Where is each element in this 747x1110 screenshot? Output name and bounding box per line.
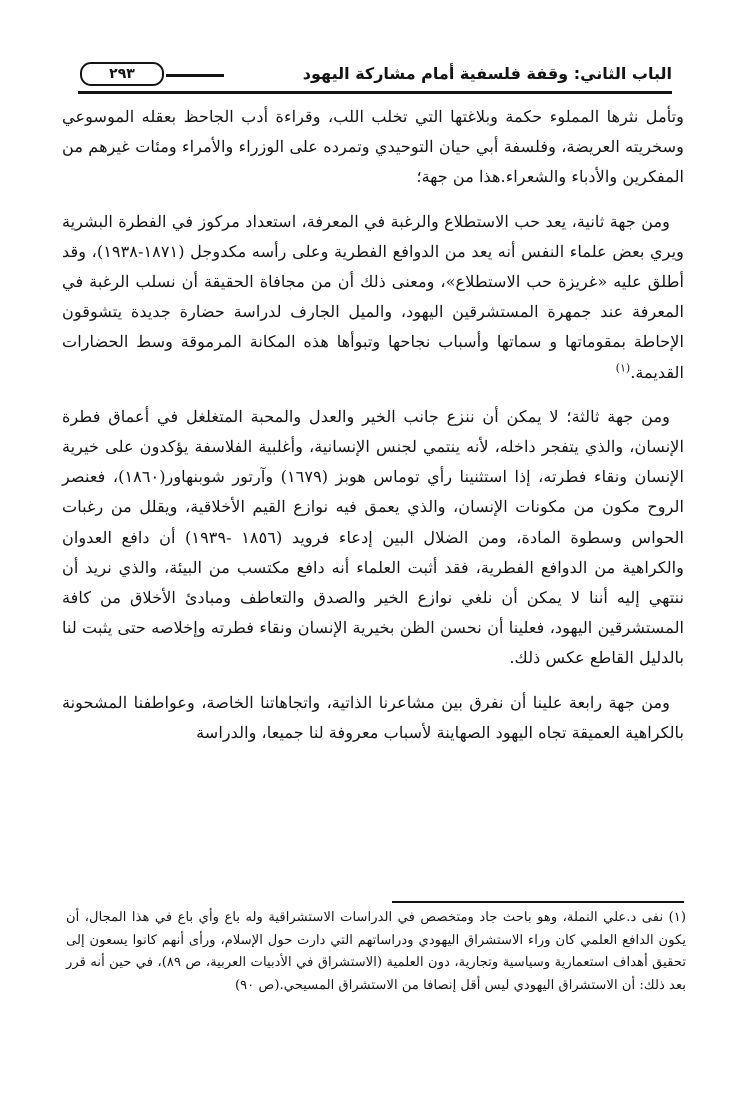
- running-header: [78, 60, 672, 94]
- paragraph-2: [62, 207, 684, 388]
- chapter-title: الباب الثاني: وقفة فلسفية أمام مشاركة اليهود: [302, 64, 672, 83]
- header-rule: [78, 91, 672, 94]
- footnote-reference: (١): [615, 361, 631, 375]
- footnotes: [66, 907, 686, 997]
- page-number: ٢٩٣: [80, 62, 164, 86]
- paragraph-text: ومن جهة رابعة علينا أن نفرق بين مشاعرنا الذاتية، واتجاهاتنا الخاصة، وعواطفنا المشحونة بالكراهية العميقة تجاه اليهود الصهاينة لأسباب معروفة لنا جميعا، والدراسة: [62, 692, 684, 742]
- header-separator: [166, 74, 224, 77]
- paragraph-text: ومن جهة ثالثة؛ لا يمكن أن ننزع جانب الخير والعدل والمحبة المتغلغل في أعماق فطرة الإنسان، والذي يتفجر داخله، لأنه ينتمي لجنس الإنسانية، وأغلبية الفلاسفة يؤكدون على خيرية الإنسان ونقاء فطرته، إذا استثنينا رأي توماس هوبز (١٦٧٩) وآرتور شوبنهاور(١٨٦٠)، فعنصر الروح مكون من مكونات الإنسان، والذي يعمق فيه نوازع القيم الأخلاقية، ويقلل من رغبات الحواس وسطوة المادة، ومن الضلال البين إدعاء فرويد (١٨٥٦ -١٩٣٩) أن دافع العدوان والكراهية من الدوافع الفطرية، فقد أثبت العلماء أنه دافع مكتسب من البيئة، والذي نريد أن ننتهي إليه أننا لا يمكن أن نلغي نوازع الخير والصدق والتعاطف ومبادئ الأخلاق من كافة المستشرقين اليهود، فعلينا أن نحسن الظن بخيرية الإنسان ونقاء فطرته وإخلاصه حتى يثبت لنا بالدليل القاطع عكس ذلك.: [62, 406, 685, 668]
- body-text: [62, 102, 684, 762]
- paragraph-text: ومن جهة ثانية، يعد حب الاستطلاع والرغبة في المعرفة، استعداد مركوز في الفطرة البشرية ويري بعض علماء النفس أنه يعد من الدوافع الفطرية وعلى رأسه مكدوجل (١٨٧١-١٩٣٨)، وقد أطلق عليه «غريزة حب الاستطلاع»، ومعنى ذلك أن من مجافاة الحقيقة أن نسلب الرغبة في المعرفة عند جمهرة المستشرقين اليهود، والميل الجارف لدراسة حضارة جديدة يتشوقون الإحاطة بمقوماتها و سماتها وأسباب نجاحها وتبوأها هذه المكانة المرموقة وسط الحضارات القديمة.: [62, 211, 684, 382]
- paragraph-3: [62, 402, 684, 674]
- paragraph-text: وتأمل نثرها المملوء حكمة وبلاغتها التي تخلب اللب، وقراءة أدب الجاحظ بعقله الموسوعي وسخريته العريضة، وفلسفة أبي حيان التوحيدي وتمرده على الوزراء والأمراء ومئات غيرهم من المفكرين والأدباء والشعراء.هذا من جهة؛: [62, 107, 684, 187]
- footnote-separator: [392, 901, 684, 903]
- footnote-1: (١) نفى د.علي النملة، وهو باحث جاد ومتخصص في الدراسات الاستشراقية وله باع وأي باع في هذا المجال، أن يكون الدافع العلمي كان وراء الاستشراق اليهودي ودراساتهم التي دارت حول الإسلام، ورأى أنهم كانوا يسعون إلى تحقيق أهداف استعمارية وسياسية وتجارية، دون العلمية (الاستشراق في الأدبيات العربية، ص ٨٩)، في حين أنه قرر بعد ذلك: أن الاستشراق اليهودي ليس أقل إنصافا من الاستشراق المسيحي.(ص ٩٠): [66, 910, 686, 993]
- paragraph-4: [62, 688, 684, 748]
- paragraph-1: [62, 102, 684, 193]
